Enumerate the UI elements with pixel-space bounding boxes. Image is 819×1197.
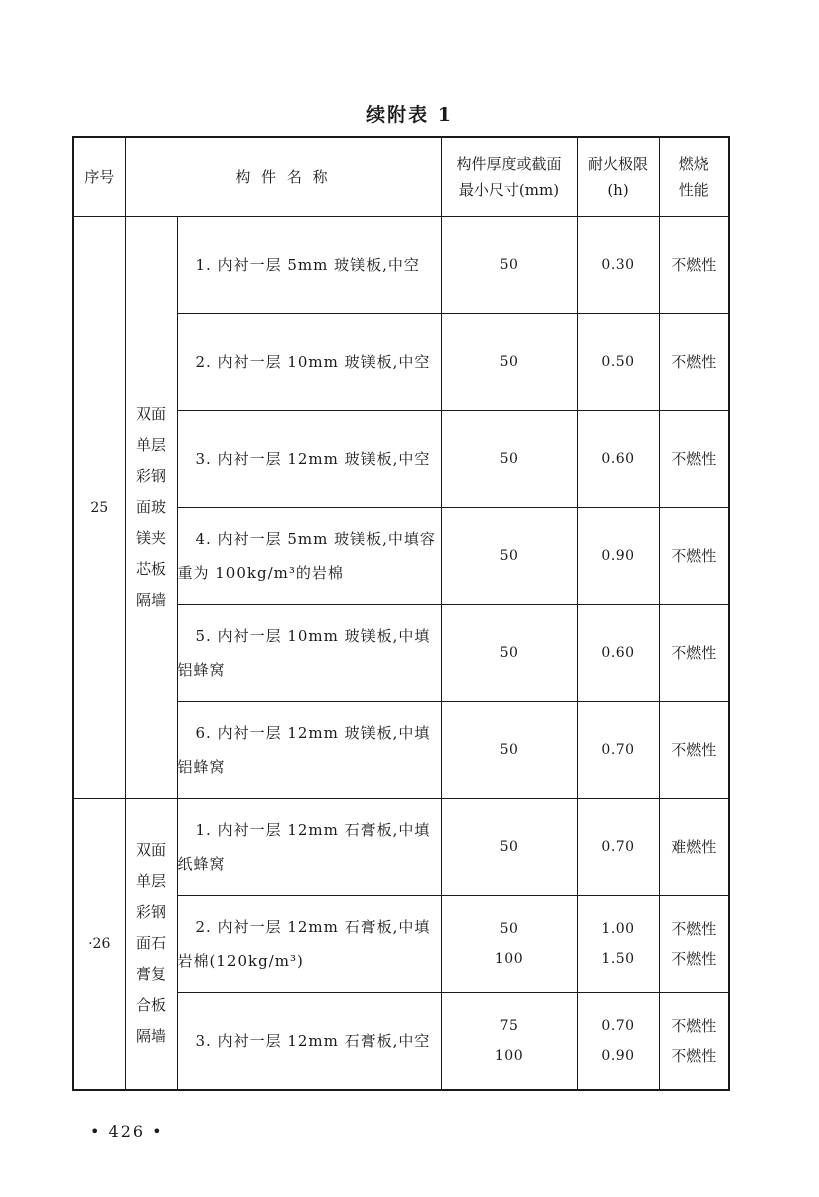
category-line: 彩钢 (135, 467, 166, 485)
thickness-value: 50 (441, 411, 577, 508)
component-description: 2. 内衬一层 12mm 石膏板,中填岩棉(120kg/m³) (177, 896, 441, 993)
category-line: 合板 (135, 996, 166, 1015)
flammability-value: 不燃性 不燃性 (659, 993, 729, 1090)
fire-limit-value: 0.70 (577, 702, 659, 799)
thickness-value: 50 (441, 217, 577, 314)
category-line: 单层 (135, 436, 166, 454)
component-description: 4. 内衬一层 5mm 玻镁板,中填容重为 100kg/m³的岩棉 (177, 508, 441, 605)
component-description: 2. 内衬一层 10mm 玻镁板,中空 (177, 314, 441, 411)
fire-limit-value: 0.70 0.90 (577, 993, 659, 1090)
row-seq: ·26 (73, 799, 125, 1090)
header-name: 构 件 名 称 (125, 137, 441, 217)
flammability-value: 不燃性 不燃性 (659, 896, 729, 993)
category-line: 隔墙 (135, 1027, 166, 1046)
thickness-value: 50 (441, 702, 577, 799)
flammability-value: 难燃性 (659, 799, 729, 896)
category-line: 镁夹 (135, 529, 166, 547)
component-description: 3. 内衬一层 12mm 玻镁板,中空 (177, 411, 441, 508)
fire-limit-value: 0.30 (577, 217, 659, 314)
category-line: 双面 (135, 841, 166, 860)
flammability-value: 不燃性 (659, 605, 729, 702)
header-row (73, 137, 729, 217)
table-row (73, 799, 729, 896)
fire-resistance-table (72, 136, 730, 1091)
component-category (125, 799, 177, 1090)
header-seq: 序号 (73, 137, 125, 217)
component-description: 5. 内衬一层 10mm 玻镁板,中填铝蜂窝 (177, 605, 441, 702)
fire-limit-value: 1.00 1.50 (577, 896, 659, 993)
thickness-value: 75 100 (441, 993, 577, 1090)
category-line: 芯板 (135, 560, 166, 578)
table-title: 续附表 1 (366, 104, 453, 126)
row-seq: 25 (73, 217, 125, 799)
category-line: 彩钢 (135, 903, 166, 922)
thickness-value: 50 (441, 314, 577, 411)
category-line: 单层 (135, 872, 166, 891)
component-description: 1. 内衬一层 12mm 石膏板,中填纸蜂窝 (177, 799, 441, 896)
flammability-value: 不燃性 (659, 411, 729, 508)
fire-limit-value: 0.60 (577, 605, 659, 702)
category-line: 隔墙 (135, 591, 166, 609)
thickness-value: 50 100 (441, 896, 577, 993)
fire-limit-value: 0.90 (577, 508, 659, 605)
header-flammability: 燃烧 性能 (659, 137, 729, 217)
component-description: 3. 内衬一层 12mm 石膏板,中空 (177, 993, 441, 1090)
thickness-value: 50 (441, 605, 577, 702)
header-thickness: 构件厚度或截面 最小尺寸(mm) (441, 137, 577, 217)
page-number: • 426 • (90, 1122, 164, 1141)
category-line: 面石 (135, 934, 166, 953)
category-line: 膏复 (135, 965, 166, 984)
flammability-value: 不燃性 (659, 314, 729, 411)
flammability-value: 不燃性 (659, 508, 729, 605)
header-fire-limit: 耐火极限 (h) (577, 137, 659, 217)
flammability-value: 不燃性 (659, 217, 729, 314)
component-description: 6. 内衬一层 12mm 玻镁板,中填铝蜂窝 (177, 702, 441, 799)
category-line: 面玻 (135, 498, 166, 516)
component-category (125, 217, 177, 799)
fire-limit-value: 0.70 (577, 799, 659, 896)
category-line: 双面 (135, 405, 166, 423)
fire-limit-value: 0.50 (577, 314, 659, 411)
fire-limit-value: 0.60 (577, 411, 659, 508)
thickness-value: 50 (441, 508, 577, 605)
thickness-value: 50 (441, 799, 577, 896)
table-row (73, 217, 729, 314)
flammability-value: 不燃性 (659, 702, 729, 799)
component-description: 1. 内衬一层 5mm 玻镁板,中空 (177, 217, 441, 314)
